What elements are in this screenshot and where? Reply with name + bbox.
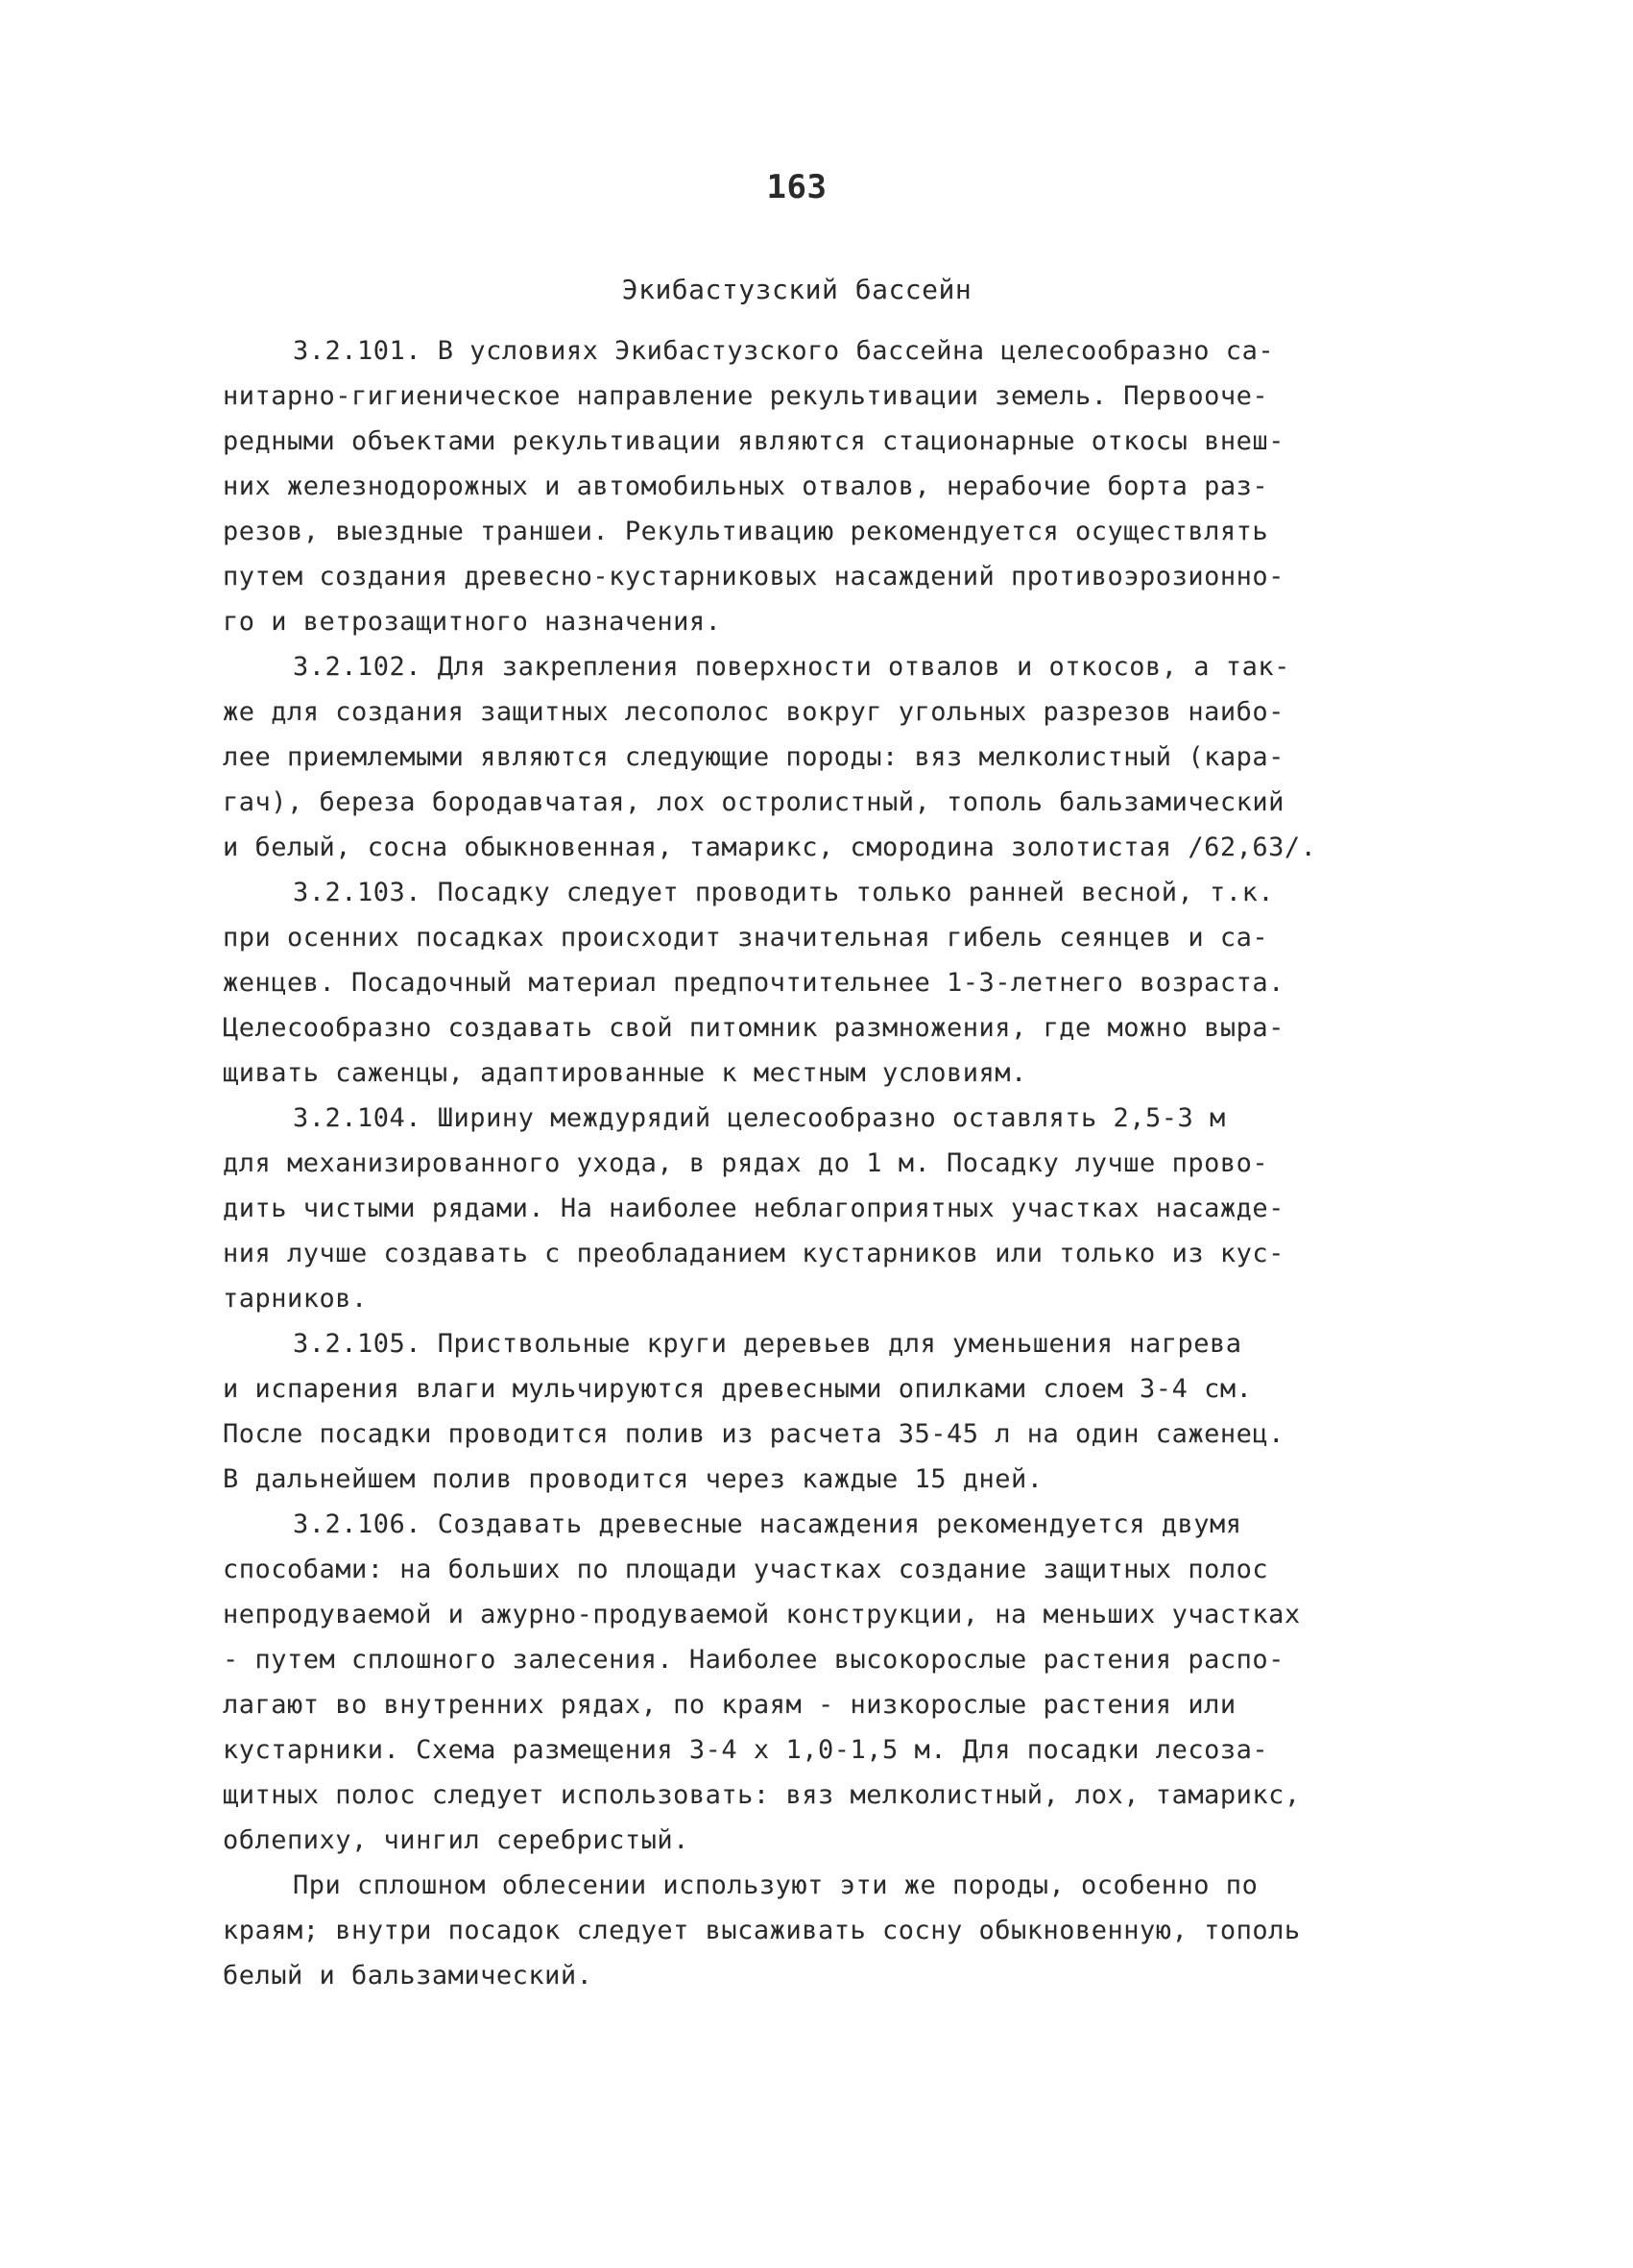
text-line: В дальнейшем полив проводится через каждые 15 дней. xyxy=(223,1464,1044,1494)
text-line: 3.2.102. Для закрепления поверхности отвалов и откосов, а так- xyxy=(293,652,1290,682)
text-line: тарников. xyxy=(223,1284,368,1314)
text-line: После посадки проводится полив из расчета 35-45 л на один саженец. xyxy=(223,1419,1285,1449)
text-line: 3.2.101. В условиях Экибастузского бассейна целесообразно са- xyxy=(293,336,1275,366)
text-line: способами: на больших по площади участках создание защитных полос xyxy=(223,1555,1269,1584)
text-line: 3.2.103. Посадку следует проводить только ранней весной, т.к. xyxy=(293,878,1275,907)
text-line: резов, выездные траншеи. Рекультивацию рекомендуется осуществлять xyxy=(223,517,1269,546)
text-line: краям; внутри посадок следует высаживать сосну обыкновенную, тополь xyxy=(223,1916,1301,1945)
text-line: них железнодорожных и автомобильных отвалов, нерабочие борта раз- xyxy=(223,471,1269,501)
text-line: лагают во внутренних рядах, по краям - низкорослые растения или xyxy=(223,1690,1237,1720)
text-line: женцев. Посадочный материал предпочтительнее 1-3-летнего возраста. xyxy=(223,968,1285,998)
text-line: дить чистыми рядами. На наиболее неблагоприятных участках насажде- xyxy=(223,1194,1285,1223)
text-line: 3.2.104. Ширину междурядий целесообразно оставлять 2,5-3 м xyxy=(293,1103,1226,1133)
text-line: щивать саженцы, адаптированные к местным условиям. xyxy=(223,1058,1027,1088)
page-number: 163 xyxy=(766,168,828,206)
text-line: и белый, сосна обыкновенная, тамарикс, смородина золотистая /62,63/. xyxy=(223,832,1317,862)
text-line: белый и бальзамический. xyxy=(223,1961,593,1991)
text-line: непродуваемой и ажурно-продуваемой конструкции, на меньших участках xyxy=(223,1600,1301,1629)
text-line: кустарники. Схема размещения 3-4 х 1,0-1,5 м. Для посадки лесоза- xyxy=(223,1735,1269,1765)
text-line: - путем сплошного залесения. Наиболее высокорослые растения распо- xyxy=(223,1645,1285,1675)
text-line: путем создания древесно-кустарниковых насаждений противоэрозионно- xyxy=(223,562,1285,591)
text-line: и испарения влаги мульчируются древесными опилками слоем 3-4 см. xyxy=(223,1374,1253,1404)
text-line: облепиху, чингил серебристый. xyxy=(223,1825,689,1855)
text-line: 3.2.106. Создавать древесные насаждения рекомендуется двумя xyxy=(293,1509,1242,1539)
text-line: При сплошном облесении используют эти же породы, особенно по xyxy=(293,1870,1259,1900)
text-line: 3.2.105. Приствольные круги деревьев для уменьшения нагрева xyxy=(293,1329,1242,1359)
text-line: лее приемлемыми являются следующие породы: вяз мелколистный (кара- xyxy=(223,742,1285,772)
text-line: при осенних посадках происходит значительная гибель сеянцев и са- xyxy=(223,923,1269,953)
text-line: же для создания защитных лесополос вокруг угольных разрезов наибо- xyxy=(223,697,1285,727)
text-line: ния лучше создавать с преобладанием кустарников или только из кус- xyxy=(223,1239,1285,1268)
text-line: гач), береза бородавчатая, лох остролистный, тополь бальзамический xyxy=(223,787,1285,817)
text-line: для механизированного ухода, в рядах до 1 м. Посадку лучше прово- xyxy=(223,1148,1269,1178)
text-line: Целесообразно создавать свой питомник размножения, где можно выра- xyxy=(223,1013,1285,1043)
text-line: нитарно-гигиеническое направление рекультивации земель. Первооче- xyxy=(223,381,1269,411)
text-line: го и ветрозащитного назначения. xyxy=(223,607,722,637)
text-line: щитных полос следует использовать: вяз мелколистный, лох, тамарикс, xyxy=(223,1780,1301,1810)
section-heading: Экибастузский бассейн xyxy=(621,274,973,305)
text-line: редными объектами рекультивации являются стационарные откосы внеш- xyxy=(223,426,1285,456)
